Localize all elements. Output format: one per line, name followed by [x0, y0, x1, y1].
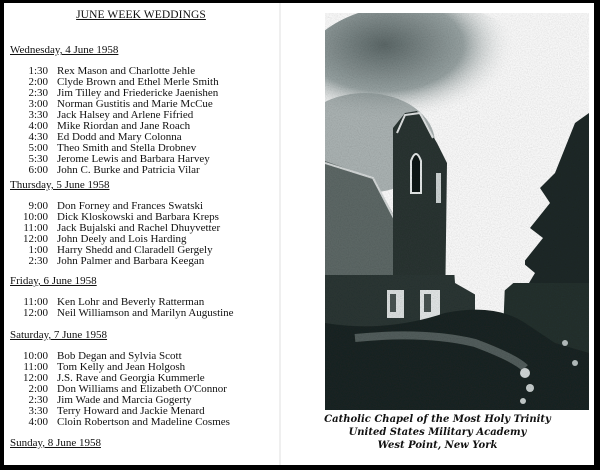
wedding-row: 2:30 Jim Wade and Marcia Gogerty — [28, 394, 192, 406]
wedding-row: 11:00 Tom Kelly and Jean Holgosh — [23, 361, 186, 373]
caption-line: United States Military Academy — [348, 427, 527, 438]
schedule-page — [4, 3, 278, 465]
day-heading: Wednesday, 4 June 1958 — [10, 44, 119, 56]
page-title: JUNE WEEK WEDDINGS — [76, 9, 206, 21]
wedding-row: 4:30 Ed Dodd and Mary Colonna — [28, 131, 182, 143]
photo-page — [281, 3, 594, 465]
wedding-row: 9:00 Don Forney and Frances Swatski — [28, 200, 204, 212]
wedding-row: 3:30 Terry Howard and Jackie Menard — [28, 405, 205, 417]
wedding-row: 11:00 Jack Bujalski and Rachel Dhuyvetter — [23, 222, 221, 234]
wedding-row: 2:00 Don Williams and Elizabeth O'Connor — [28, 383, 227, 395]
wedding-row: 10:00 Bob Degan and Sylvia Scott — [22, 350, 182, 362]
wedding-row: 6:00 John C. Burke and Patricia Vilar — [28, 164, 200, 176]
wedding-row: 4:00 Cloin Robertson and Madeline Cosmes — [28, 416, 230, 428]
day-heading: Thursday, 5 June 1958 — [10, 179, 110, 191]
wedding-row: 1:30 Rex Mason and Charlotte Jehle — [28, 65, 196, 77]
wedding-row: 12:00 Neil Williamson and Marilyn Augustine — [22, 307, 234, 319]
wedding-row: 3:00 Norman Gustitis and Marie McCue — [28, 98, 213, 110]
wedding-row: 1:00 Harry Shedd and Claradell Gergely — [28, 244, 213, 256]
wedding-row: 2:30 John Palmer and Barbara Keegan — [28, 255, 205, 267]
wedding-row: 3:30 Jack Halsey and Arlene Fifried — [28, 109, 194, 121]
wedding-row: 11:00 Ken Lohr and Beverly Ratterman — [23, 296, 205, 308]
chapel-photo — [325, 13, 589, 410]
wedding-row: 12:00 John Deely and Lois Harding — [22, 233, 187, 245]
day-heading: Sunday, 8 June 1958 — [10, 437, 101, 449]
wedding-row: 5:30 Jerome Lewis and Barbara Harvey — [28, 153, 210, 165]
wedding-row: 4:00 Mike Riordan and Jane Roach — [28, 120, 191, 132]
wedding-row: 5:00 Theo Smith and Stella Drobnev — [28, 142, 197, 154]
wedding-row: 12:00 J.S. Rave and Georgia Kummerle — [22, 372, 205, 384]
booklet-spread — [4, 3, 594, 465]
wedding-row: 2:00 Clyde Brown and Ethel Merle Smith — [28, 76, 219, 88]
wedding-row: 10:00 Dick Kloskowski and Barbara Kreps — [22, 211, 219, 223]
day-heading: Saturday, 7 June 1958 — [10, 329, 108, 341]
caption-line: West Point, New York — [377, 440, 498, 451]
caption-line: Catholic Chapel of the Most Holy Trinity — [324, 414, 551, 425]
day-heading: Friday, 6 June 1958 — [10, 275, 97, 287]
wedding-row: 2:30 Jim Tilley and Friedericke Jaenishen — [28, 87, 219, 99]
